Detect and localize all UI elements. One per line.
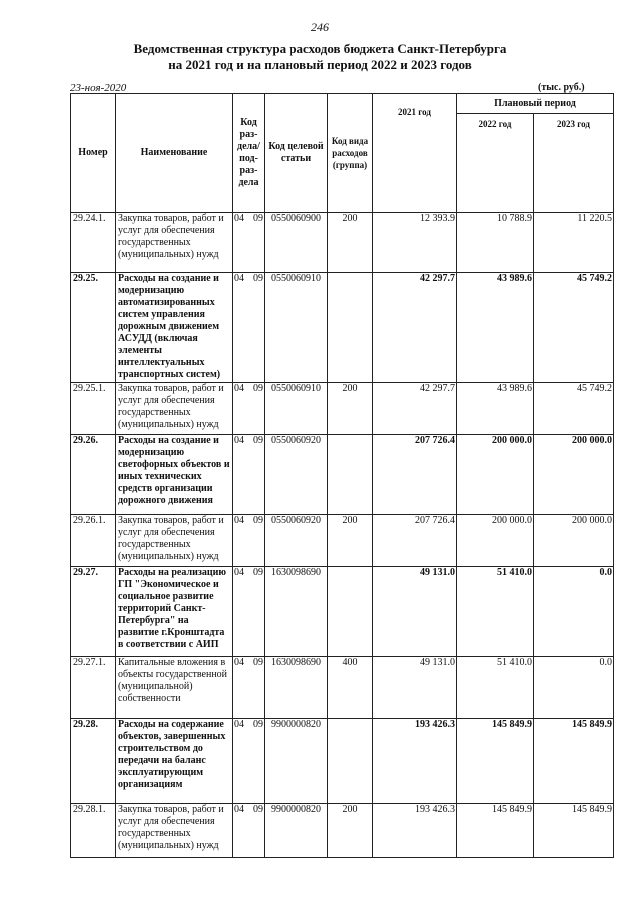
row-value-2022: 43 989.6 <box>457 273 534 383</box>
row-name: Расходы на содержание объектов, завершенных строительством до передачи на баланс эксплуатирующим организациям <box>116 719 233 804</box>
document-title <box>0 41 640 73</box>
row-value-2021: 12 393.9 <box>373 213 457 273</box>
row-section-code <box>233 567 265 657</box>
row-value-2021: 207 726.4 <box>373 515 457 567</box>
row-target-code: 0550060920 <box>265 515 328 567</box>
row-value-2021: 49 131.0 <box>373 567 457 657</box>
row-section-code <box>233 383 265 435</box>
row-name: Закупка товаров, работ и услуг для обеспечения государственных (муниципальных) нужд <box>116 383 233 435</box>
section-code: 04 <box>234 719 244 730</box>
row-section-code <box>233 213 265 273</box>
subsection-code: 09 <box>253 719 263 730</box>
section-code: 04 <box>234 567 244 578</box>
table-row <box>71 719 614 804</box>
page-number: 246 <box>311 20 329 34</box>
row-number: 29.28.1. <box>71 804 116 858</box>
row-name: Расходы на реализацию ГП "Экономическое и социальное развитие территорий Санкт-Петербурга" на развитие г.Кронштадта в соответствии с АИП <box>116 567 233 657</box>
row-value-2021: 42 297.7 <box>373 273 457 383</box>
row-section-code <box>233 657 265 719</box>
row-number: 29.26. <box>71 435 116 515</box>
subsection-code: 09 <box>253 213 263 224</box>
table-row <box>71 273 614 383</box>
row-value-2023: 200 000.0 <box>534 435 614 515</box>
row-value-2021: 42 297.7 <box>373 383 457 435</box>
row-number: 29.24.1. <box>71 213 116 273</box>
row-number: 29.26.1. <box>71 515 116 567</box>
row-target-code: 1630098690 <box>265 657 328 719</box>
row-number: 29.25. <box>71 273 116 383</box>
row-name: Закупка товаров, работ и услуг для обеспечения государственных (муниципальных) нужд <box>116 213 233 273</box>
table-row <box>71 567 614 657</box>
table-row <box>71 657 614 719</box>
row-number: 29.27. <box>71 567 116 657</box>
title-line-1: Ведомственная структура расходов бюджета Санкт-Петербурга <box>133 41 507 56</box>
row-target-code: 9900000820 <box>265 719 328 804</box>
header-target: Код целевой статьи <box>265 94 328 213</box>
table-row <box>71 383 614 435</box>
row-value-2021: 193 426.3 <box>373 719 457 804</box>
section-code: 04 <box>234 273 244 284</box>
header-number: Номер <box>71 94 116 213</box>
row-number: 29.27.1. <box>71 657 116 719</box>
row-value-2023: 145 849.9 <box>534 804 614 858</box>
table-row <box>71 515 614 567</box>
row-value-2021: 193 426.3 <box>373 804 457 858</box>
section-code: 04 <box>234 515 244 526</box>
row-name: Расходы на создание и модернизацию автоматизированных систем управления дорожным движением АСУДД (включая элементы интеллектуальных транспортных систем) <box>116 273 233 383</box>
header-name: Наименование <box>116 94 233 213</box>
header-2023: 2023 год <box>534 114 614 213</box>
title-line-2: на 2021 год и на плановый период 2022 и 2023 годов <box>168 57 472 72</box>
row-section-code <box>233 273 265 383</box>
row-type-code <box>328 273 373 383</box>
row-type-code: 200 <box>328 213 373 273</box>
row-value-2023: 45 749.2 <box>534 383 614 435</box>
row-value-2022: 200 000.0 <box>457 435 534 515</box>
subsection-code: 09 <box>253 435 263 446</box>
row-value-2022: 145 849.9 <box>457 719 534 804</box>
header-section: Код раз- дела/ под- раз- дела <box>233 94 265 213</box>
row-target-code: 0550060910 <box>265 383 328 435</box>
row-name: Капитальные вложения в объекты государственной (муниципальной) собственности <box>116 657 233 719</box>
row-section-code <box>233 719 265 804</box>
section-code: 04 <box>234 657 244 668</box>
subsection-code: 09 <box>253 804 263 815</box>
row-target-code: 0550060920 <box>265 435 328 515</box>
row-value-2023: 145 849.9 <box>534 719 614 804</box>
row-value-2021: 207 726.4 <box>373 435 457 515</box>
table-row <box>71 213 614 273</box>
subsection-code: 09 <box>253 657 263 668</box>
subsection-code: 09 <box>253 273 263 284</box>
row-value-2023: 0.0 <box>534 567 614 657</box>
row-number: 29.28. <box>71 719 116 804</box>
row-value-2022: 43 989.6 <box>457 383 534 435</box>
row-type-code: 400 <box>328 657 373 719</box>
row-value-2023: 0.0 <box>534 657 614 719</box>
row-type-code <box>328 719 373 804</box>
row-value-2023: 11 220.5 <box>534 213 614 273</box>
header-2021: 2021 год <box>373 94 457 213</box>
row-type-code: 200 <box>328 383 373 435</box>
row-target-code: 0550060910 <box>265 273 328 383</box>
header-2022: 2022 год <box>457 114 534 213</box>
row-value-2022: 10 788.9 <box>457 213 534 273</box>
subsection-code: 09 <box>253 515 263 526</box>
row-value-2021: 49 131.0 <box>373 657 457 719</box>
row-value-2022: 51 410.0 <box>457 657 534 719</box>
row-value-2022: 200 000.0 <box>457 515 534 567</box>
subsection-code: 09 <box>253 567 263 578</box>
row-section-code <box>233 435 265 515</box>
row-name: Закупка товаров, работ и услуг для обеспечения государственных (муниципальных) нужд <box>116 804 233 858</box>
row-section-code <box>233 804 265 858</box>
row-value-2022: 145 849.9 <box>457 804 534 858</box>
row-number: 29.25.1. <box>71 383 116 435</box>
document-date: 23-ноя-2020 <box>70 82 127 94</box>
section-code: 04 <box>234 435 244 446</box>
row-section-code <box>233 515 265 567</box>
row-value-2022: 51 410.0 <box>457 567 534 657</box>
row-type-code <box>328 435 373 515</box>
row-name: Закупка товаров, работ и услуг для обеспечения государственных (муниципальных) нужд <box>116 515 233 567</box>
row-name: Расходы на создание и модернизацию светофорных объектов и иных технических средств организации дорожного движения <box>116 435 233 515</box>
row-target-code: 9900000820 <box>265 804 328 858</box>
units-label: (тыс. руб.) <box>538 82 585 93</box>
header-type: Код вида расходов (группа) <box>328 94 373 213</box>
table-row <box>71 804 614 858</box>
section-code: 04 <box>234 213 244 224</box>
budget-table <box>70 93 614 858</box>
row-type-code: 200 <box>328 515 373 567</box>
row-target-code: 0550060900 <box>265 213 328 273</box>
row-value-2023: 45 749.2 <box>534 273 614 383</box>
row-value-2023: 200 000.0 <box>534 515 614 567</box>
subsection-code: 09 <box>253 383 263 394</box>
row-type-code: 200 <box>328 804 373 858</box>
section-code: 04 <box>234 804 244 815</box>
table-row <box>71 435 614 515</box>
row-target-code: 1630098690 <box>265 567 328 657</box>
row-type-code <box>328 567 373 657</box>
section-code: 04 <box>234 383 244 394</box>
header-planned-period: Плановый период <box>457 94 614 114</box>
